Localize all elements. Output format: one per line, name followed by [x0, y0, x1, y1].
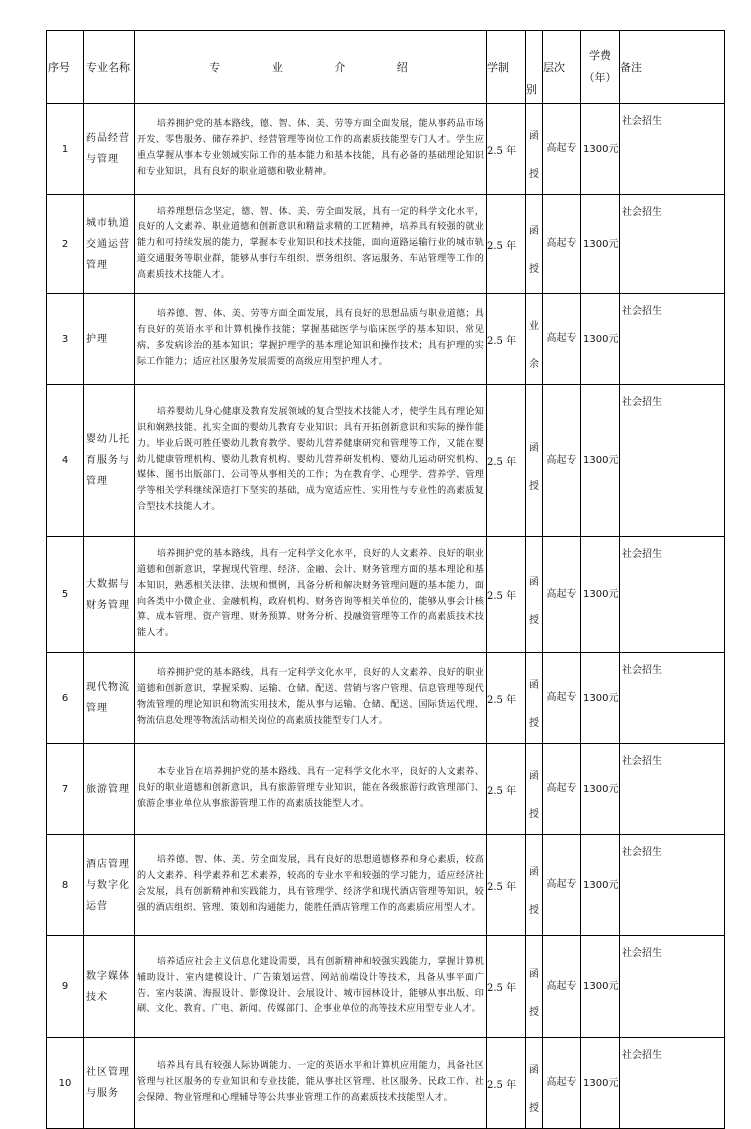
- row-fee: 1300元: [581, 835, 620, 936]
- row-name: 城市轨道交通运营管理: [84, 195, 135, 294]
- row-seq: 7: [47, 744, 84, 835]
- row-intro-cell: [135, 104, 487, 195]
- row-intro-cell: [135, 936, 487, 1038]
- row-name: 数字媒体技术: [84, 936, 135, 1038]
- header-note: 备注: [620, 31, 725, 104]
- row-mode: 业余: [526, 294, 543, 385]
- row-level: 高起专: [543, 385, 581, 537]
- row-name: 社区管理与服务: [84, 1038, 135, 1129]
- row-fee: 1300元: [581, 385, 620, 537]
- row-intro-cell: [135, 294, 487, 385]
- row-level: 高起专: [543, 835, 581, 936]
- row-level: 高起专: [543, 653, 581, 744]
- row-name: 护理: [84, 294, 135, 385]
- row-name: 现代物流管理: [84, 653, 135, 744]
- row-intro: 培养婴幼儿身心健康及教育发展领域的复合型技术技能人才，使学生具有理论知识和娴熟技能、扎实全面的婴幼儿教育专业知识；具有开拓创新意识和实际的操作能力。毕业后既可胜任婴幼儿教育教学、婴幼儿营养健康研究和管理等工作，又能在婴幼儿健康管理机构、婴幼儿教育机构、婴幼儿营养研发机构、婴幼儿运动研究机构、媒体、图书出版部门、公司等从事相关的工作；为在教育学、心理学、营养学、管理学等相关学科继续深造打下坚实的基础，成为宽适应性、实用性与专业性的高素质复合型技术技能人才。: [137, 407, 484, 512]
- row-intro: 培养拥护党的基本路线，具有一定科学文化水平，良好的人文素养、良好的职业道德和创新意识，掌握现代管理、经济、金融、会计、财务管理方面的基本理论和基本知识，熟悉相关法律、法规和惯例，具备分析和解决财务管理问题的基本能力，面向各类中小微企业、金融机构，政府机构、财务咨询等相关单位的，能够从事会计核算、成本管理、资产管理、财务预算、财务分析、投融资管理等工作的高素质技术技能人才。: [137, 549, 484, 639]
- table-row: [47, 385, 725, 537]
- row-intro: 培养具有具有较强人际协调能力、一定的英语水平和计算机应用能力，具备社区管理与社区服务的专业知识和专业技能，能从事社区管理、社区服务、民政工作、社会保障、物业管理和心理辅导等公共事业管理工作的高素质技术技能型人才。: [137, 1061, 484, 1103]
- row-intro-cell: [135, 195, 487, 294]
- row-note: 社会招生: [620, 385, 725, 537]
- row-level: 高起专: [543, 104, 581, 195]
- row-seq: 2: [47, 195, 84, 294]
- row-seq: 5: [47, 537, 84, 653]
- row-intro: 培养拥护党的基本路线，德、智、体、美、劳等方面全面发展，能从事药品市场开发、零售服务、储存养护、经营管理等岗位工作的高素质技能型专门人才。学生应重点掌握从事本专业领域实际工作的基本能力和基本技能，具有必备的基础理论知识和专业知识，具有良好的职业道德和敬业精神。: [137, 119, 484, 177]
- row-fee: 1300元: [581, 195, 620, 294]
- row-mode: 函授: [526, 537, 543, 653]
- row-intro: 培养适应社会主义信息化建设需要，具有创新精神和较强实践能力，掌握计算机辅助设计、室内建模设计、广告策划运营、网站前端设计等技术，具备从事平面广告、室内装潢、海报设计、影像设计、会展设计、城市园林设计，能够从事出版、印刷、文化、教育、广电、新闻、传媒部门、企事业单位的高等技术应用型专业人才。: [137, 956, 484, 1015]
- program-table: [46, 30, 725, 1129]
- row-seq: 8: [47, 835, 84, 936]
- row-level: 高起专: [543, 195, 581, 294]
- row-system: 2.5 年: [487, 104, 526, 195]
- row-name: 大数据与财务管理: [84, 537, 135, 653]
- row-system: 2.5 年: [487, 385, 526, 537]
- row-seq: 6: [47, 653, 84, 744]
- header-fee: 学费（年）: [581, 31, 620, 104]
- row-system: 2.5 年: [487, 936, 526, 1038]
- row-intro-cell: [135, 744, 487, 835]
- row-name: 酒店管理与数字化运营: [84, 835, 135, 936]
- table-row: [47, 1038, 725, 1129]
- header-mode: 别: [526, 31, 543, 104]
- row-fee: 1300元: [581, 1038, 620, 1129]
- row-fee: 1300元: [581, 653, 620, 744]
- table-row: [47, 744, 725, 835]
- row-intro: 培养德、智、体、美、劳全面发展，具有良好的思想道德修养和身心素质，较高的人文素养、科学素养和艺术素养，较高的专业水平和较强的学习能力，适应经济社会发展，具有创新精神和实践能力，具有管理学、经济学和现代酒店管理等知识，较强的酒店组织、管理、策划和沟通能力，能胜任酒店管理工作的高素质应用型人才。: [137, 855, 484, 913]
- table-row: [47, 653, 725, 744]
- row-level: 高起专: [543, 537, 581, 653]
- table-row: [47, 835, 725, 936]
- row-note: 社会招生: [620, 537, 725, 653]
- row-intro: 本专业旨在培养拥护党的基本路线、具有一定科学文化水平，良好的人文素养、良好的职业道德和创新意识，具有旅游管理专业知识，能在各级旅游行政管理部门、旅游企事业单位从事旅游管理工作的高素质技能型人才。: [137, 767, 484, 809]
- row-seq: 9: [47, 936, 84, 1038]
- row-system: 2.5 年: [487, 195, 526, 294]
- row-fee: 1300元: [581, 537, 620, 653]
- row-note: 社会招生: [620, 195, 725, 294]
- row-level: 高起专: [543, 294, 581, 385]
- row-intro-cell: [135, 1038, 487, 1129]
- row-level: 高起专: [543, 1038, 581, 1129]
- row-fee: 1300元: [581, 744, 620, 835]
- row-intro-cell: [135, 537, 487, 653]
- row-system: 2.5 年: [487, 294, 526, 385]
- row-intro: 培养理想信念坚定，德、智、体、美、劳全面发展，具有一定的科学文化水平，良好的人文素养、职业道德和创新意识和精益求精的工匠精神，培养具有较强的就业能力和可持续发展的能力，掌握本专业知识和技术技能，面向道路运输行业的城市轨道交通服务等职业群，能够从事行车组织、票务组织、客运服务、车站管理等工作的高素质技术技能人才。: [137, 206, 484, 280]
- row-level: 高起专: [543, 936, 581, 1038]
- table-row: [47, 195, 725, 294]
- row-mode: 函授: [526, 835, 543, 936]
- row-fee: 1300元: [581, 294, 620, 385]
- row-mode: 函授: [526, 744, 543, 835]
- row-seq: 1: [47, 104, 84, 195]
- row-note: 社会招生: [620, 653, 725, 744]
- row-note: 社会招生: [620, 744, 725, 835]
- row-seq: 3: [47, 294, 84, 385]
- row-system: 2.5 年: [487, 1038, 526, 1129]
- row-mode: 函授: [526, 653, 543, 744]
- row-name: 药品经营与管理: [84, 104, 135, 195]
- row-note: 社会招生: [620, 294, 725, 385]
- header-intro: 专 业 介 绍: [135, 31, 487, 104]
- row-mode: 函授: [526, 936, 543, 1038]
- row-intro-cell: [135, 653, 487, 744]
- table-header-row: [47, 31, 725, 104]
- header-name: 专业名称: [84, 31, 135, 104]
- row-intro-cell: [135, 385, 487, 537]
- row-level: 高起专: [543, 744, 581, 835]
- row-fee: 1300元: [581, 104, 620, 195]
- header-system: 学制: [487, 31, 526, 104]
- table-row: [47, 936, 725, 1038]
- header-level: 层次: [543, 31, 581, 104]
- row-mode: 函授: [526, 195, 543, 294]
- row-seq: 10: [47, 1038, 84, 1129]
- table-row: [47, 537, 725, 653]
- table-row: [47, 294, 725, 385]
- row-seq: 4: [47, 385, 84, 537]
- header-seq: 序号: [47, 31, 84, 104]
- table-row: [47, 104, 725, 195]
- row-fee: 1300元: [581, 936, 620, 1038]
- row-note: 社会招生: [620, 1038, 725, 1129]
- row-name: 旅游管理: [84, 744, 135, 835]
- row-intro: 培养拥护党的基本路线，具有一定科学文化水平，良好的人文素养、良好的职业道德和创新意识，掌握采购、运输、仓储、配送、营销与客户管理、信息管理等现代物流管理的理论知识和物流实用技术，能从事与运输、仓储、配送、国际货运代理、物流信息处理等物流活动相关岗位的高素质技能型专门人才。: [137, 668, 484, 726]
- row-system: 2.5 年: [487, 744, 526, 835]
- row-intro: 培养德、智、体、美、劳等方面全面发展，具有良好的思想品质与职业道德；具有良好的英语水平和计算机操作技能；掌握基础医学与临床医学的基本知识、常见病、多发病诊治的基本知识；掌握护理学的基本理论知识和操作技术；具有护理的实际工作能力；适应社区服务发展需要的高级应用型护理人才。: [137, 309, 484, 367]
- row-system: 2.5 年: [487, 537, 526, 653]
- row-note: 社会招生: [620, 104, 725, 195]
- row-note: 社会招生: [620, 936, 725, 1038]
- row-mode: 函授: [526, 1038, 543, 1129]
- row-mode: 函授: [526, 385, 543, 537]
- row-intro-cell: [135, 835, 487, 936]
- row-mode: 函授: [526, 104, 543, 195]
- row-note: 社会招生: [620, 835, 725, 936]
- row-system: 2.5 年: [487, 835, 526, 936]
- row-system: 2.5 年: [487, 653, 526, 744]
- row-name: 婴幼儿托育服务与管理: [84, 385, 135, 537]
